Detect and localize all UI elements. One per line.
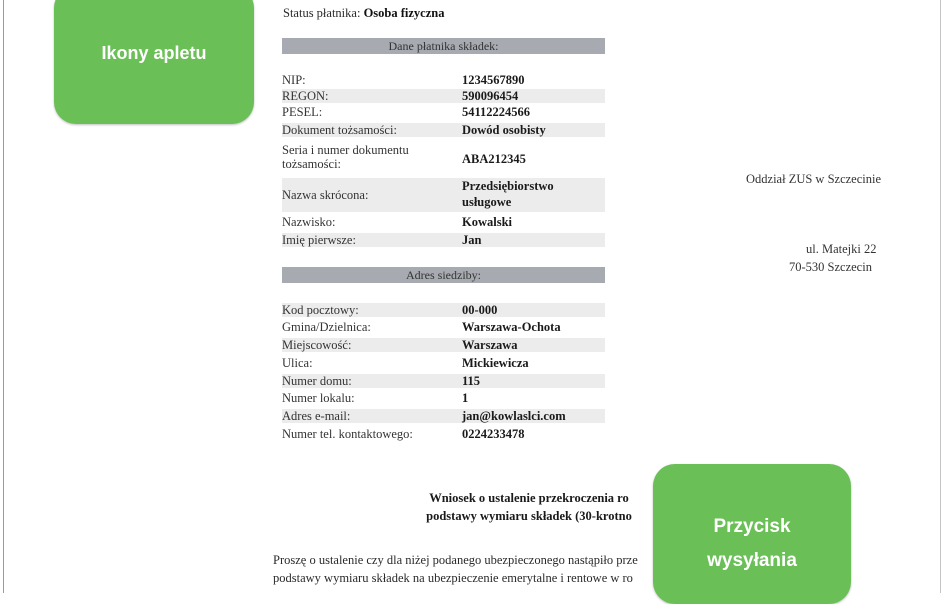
request-title-line: Wniosek o ustalenie przekroczenia ro: [429, 491, 629, 505]
payer-section-header: Dane płatnika składek:: [282, 38, 605, 54]
field-label: Miejscowość:: [282, 338, 352, 352]
page-right-edge: [940, 0, 941, 593]
field-value: 115: [462, 374, 481, 388]
applet-icons-callout-label: Ikony apletu: [101, 43, 207, 63]
field-value: 590096454: [462, 89, 519, 103]
address-row-email: [282, 409, 605, 423]
field-label: Ulica:: [282, 356, 313, 370]
field-value: 00-000: [462, 303, 498, 317]
field-value: Kowalski: [462, 215, 513, 229]
payer-row-first-name: [282, 233, 605, 247]
request-body: [273, 551, 658, 587]
address-row-city: [282, 338, 605, 352]
payer-row-short-name: [282, 178, 605, 212]
recipient-office: Oddział ZUS w Szczecinie: [746, 172, 882, 186]
field-label: Numer tel. kontaktowego:: [282, 427, 413, 441]
address-section-header: Adres siedziby:: [282, 267, 605, 283]
payer-status-value: Osoba fizyczna: [363, 6, 445, 20]
send-button-callout: [653, 464, 851, 604]
address-row-postal-code: [282, 303, 605, 317]
request-title: [404, 489, 654, 525]
field-label: PESEL:: [282, 105, 323, 119]
payer-status: [283, 6, 444, 21]
address-row-house-number: [282, 374, 605, 388]
request-title-line: podstawy wymiaru składek (30-krotno: [426, 509, 632, 523]
payer-row-pesel: [282, 105, 605, 119]
page-left-edge: [3, 0, 4, 593]
field-value: Przedsiębiorstwo usługowe: [462, 179, 554, 209]
send-button-callout-line: Przycisk: [713, 516, 791, 537]
field-label: Nazwa skrócona:: [282, 188, 369, 202]
field-label: Seria i numer dokumentu tożsamości:: [282, 143, 409, 171]
field-label: Kod pocztowy:: [282, 303, 359, 317]
recipient-street: ul. Matejki 22: [806, 242, 877, 256]
field-value: jan@kowlaslci.com: [462, 409, 566, 423]
field-value: Mickiewicza: [462, 356, 529, 370]
field-value: 54112224566: [462, 105, 531, 119]
field-value: ABA212345: [462, 152, 526, 166]
payer-row-nip: [282, 73, 605, 87]
field-label: Dokument tożsamości:: [282, 123, 397, 137]
payer-row-surname: [282, 215, 605, 229]
field-value: 1: [462, 391, 469, 405]
field-value: Dowód osobisty: [462, 123, 546, 137]
field-label: Gmina/Dzielnica:: [282, 320, 371, 334]
request-body-line: Proszę o ustalenie czy dla niżej podanego ubezpieczonego nastąpiło prze: [273, 553, 638, 567]
field-label: NIP:: [282, 73, 306, 87]
field-label: Adres e-mail:: [282, 409, 351, 423]
field-value: Warszawa-Ochota: [462, 320, 561, 334]
address-row-street: [282, 356, 605, 370]
address-row-phone: [282, 427, 605, 441]
address-row-apartment-number: [282, 391, 605, 405]
request-body-line: podstawy wymiaru składek na ubezpieczenie emerytalne i rentowe w ro: [273, 571, 633, 585]
field-label: Nazwisko:: [282, 215, 336, 229]
recipient-city: 70-530 Szczecin: [789, 260, 872, 274]
field-label: Numer domu:: [282, 374, 352, 388]
field-value: 0224233478: [462, 427, 525, 441]
field-label: REGON:: [282, 89, 329, 103]
payer-status-label: Status płatnika:: [283, 6, 361, 20]
field-label: Numer lokalu:: [282, 391, 355, 405]
send-button-callout-line: wysyłania: [707, 550, 797, 571]
payer-row-id-series: [282, 143, 605, 173]
applet-icons-callout: [54, 0, 254, 124]
field-value: Warszawa: [462, 338, 518, 352]
payer-row-regon: [282, 89, 605, 103]
field-value: 1234567890: [462, 73, 525, 87]
field-value: Jan: [462, 233, 482, 247]
address-row-municipality: [282, 320, 605, 334]
payer-row-id-document: [282, 123, 605, 137]
field-label: Imię pierwsze:: [282, 233, 356, 247]
